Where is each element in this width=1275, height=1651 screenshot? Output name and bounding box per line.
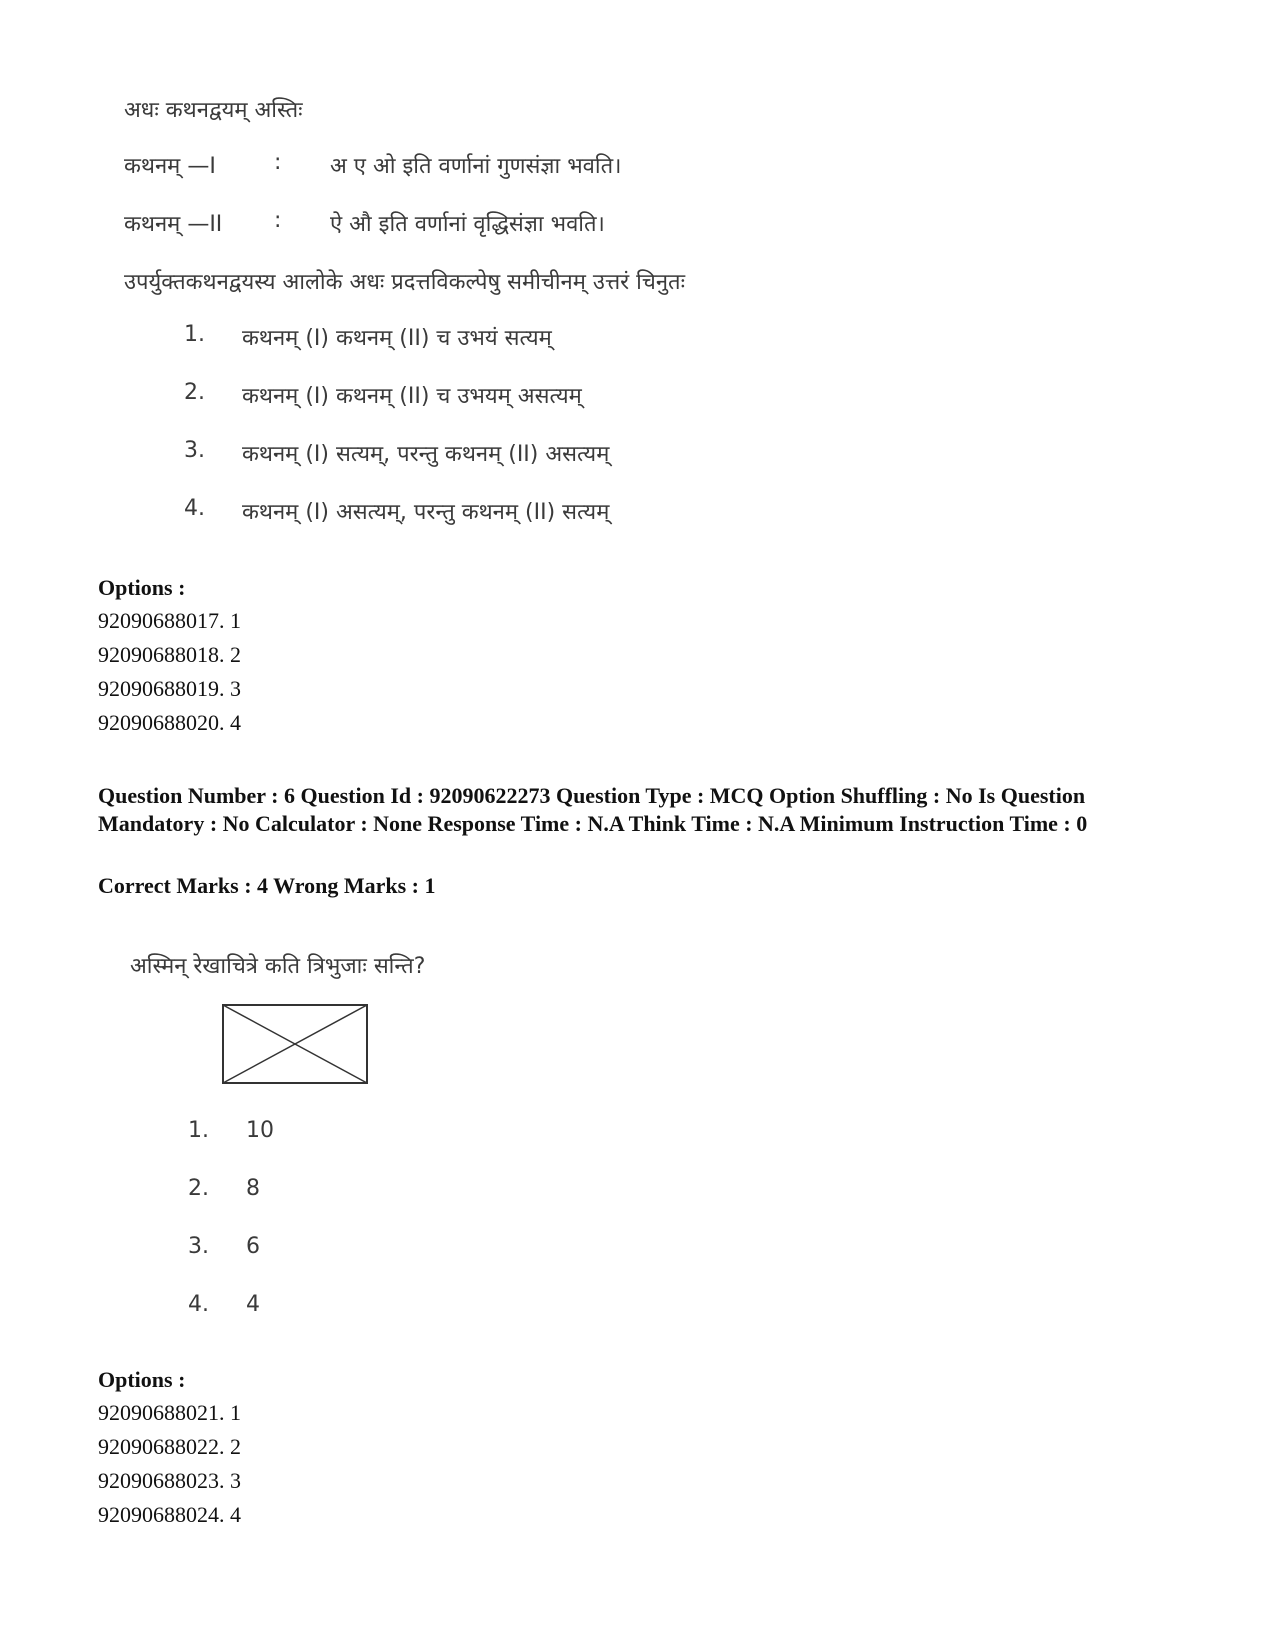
choice-text: कथनम् (I) कथनम् (II) च उभयम् असत्यम्	[242, 384, 582, 409]
q6-option-1: 92090688021. 1	[98, 1400, 241, 1425]
statement-label: कथनम् —I	[124, 154, 216, 179]
q5-option-4: 92090688020. 4	[98, 710, 241, 735]
statement-text: ऐ औ इति वर्णानां वृद्धिसंज्ञा भवति।	[330, 212, 605, 237]
q5-intro: अधः कथनद्वयम् अस्तिः	[124, 98, 303, 123]
choice-text: 8	[246, 1176, 260, 1201]
choice-number: 4.	[184, 496, 205, 521]
choice-number: 3.	[184, 438, 205, 463]
q5-option-3: 92090688019. 3	[98, 676, 241, 701]
q6-option-4: 92090688024. 4	[98, 1502, 241, 1527]
statement-colon: :	[274, 150, 282, 175]
q5-options-heading: Options :	[98, 575, 186, 600]
choice-text: कथनम् (I) कथनम् (II) च उभयं सत्यम्	[242, 326, 552, 351]
q5-option-1: 92090688017. 1	[98, 608, 241, 633]
choice-number: 2.	[188, 1176, 209, 1201]
choice-text: 6	[246, 1234, 260, 1259]
choice-number: 4.	[188, 1292, 209, 1317]
choice-text: कथनम् (I) सत्यम्, परन्तु कथनम् (II) असत्यम्	[242, 442, 610, 467]
q5-option-2: 92090688018. 2	[98, 642, 241, 667]
statement-text: अ ए ओ इति वर्णानां गुणसंज्ञा भवति।	[330, 154, 622, 179]
q6-options-heading: Options :	[98, 1367, 186, 1392]
rectangle-with-diagonals-icon	[222, 1004, 368, 1089]
choice-number: 1.	[184, 322, 205, 347]
choice-number: 3.	[188, 1234, 209, 1259]
choice-text: कथनम् (I) असत्यम्, परन्तु कथनम् (II) सत्यम्	[242, 500, 610, 525]
q6-marks: Correct Marks : 4 Wrong Marks : 1	[98, 873, 436, 898]
q5-instruction: उपर्युक्तकथनद्वयस्य आलोके अधः प्रदत्तविकल्पेषु समीचीनम् उत्तरं चिनुतः	[124, 270, 686, 295]
choice-text: 10	[246, 1118, 274, 1143]
q5-statement-2	[124, 208, 824, 238]
q5-statement-1	[124, 150, 824, 180]
q6-header: Question Number : 6 Question Id : 92090622273 Question Type : MCQ Option Shuffling : No Is Question Mandatory : No Calculator : None Response Time : N.A Think Time : N.A Minimum Instruction Time : 0	[98, 783, 1088, 836]
q6-option-2: 92090688022. 2	[98, 1434, 241, 1459]
statement-label: कथनम् —II	[124, 212, 223, 237]
q6-option-3: 92090688023. 3	[98, 1468, 241, 1493]
choice-text: 4	[246, 1292, 260, 1317]
choice-number: 1.	[188, 1118, 209, 1143]
statement-colon: :	[274, 208, 282, 233]
q6-prompt: अस्मिन् रेखाचित्रे कति त्रिभुजाः सन्ति?	[130, 954, 426, 979]
choice-number: 2.	[184, 380, 205, 405]
